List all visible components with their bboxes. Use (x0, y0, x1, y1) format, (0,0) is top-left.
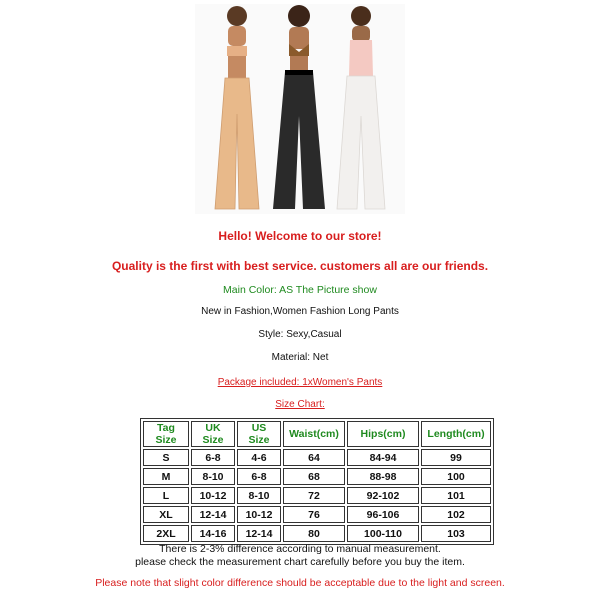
cell-uk: 6-8 (191, 449, 235, 466)
note-check-chart: please check the measurement chart carefully before you buy the item. (135, 556, 465, 568)
table-row (143, 525, 491, 542)
cell-waist: 72 (283, 487, 345, 504)
size-chart-table (140, 418, 494, 545)
cell-waist: 64 (283, 449, 345, 466)
cell-length: 103 (421, 525, 491, 542)
header-uk-size: UK Size (191, 421, 235, 447)
table-row (143, 468, 491, 485)
cell-uk: 12-14 (191, 506, 235, 523)
cell-waist: 76 (283, 506, 345, 523)
cell-hips: 100-110 (347, 525, 419, 542)
header-hips: Hips(cm) (347, 421, 419, 447)
cell-length: 101 (421, 487, 491, 504)
cell-hips: 96-106 (347, 506, 419, 523)
header-tag-size: Tag Size (143, 421, 189, 447)
table-row (143, 449, 491, 466)
cell-uk: 10-12 (191, 487, 235, 504)
material-text: Material: Net (271, 352, 329, 363)
cell-us: 8-10 (237, 487, 281, 504)
model-white (337, 6, 385, 209)
cell-tag: M (143, 468, 189, 485)
cell-waist: 68 (283, 468, 345, 485)
table-row (143, 506, 491, 523)
header-us-size: US Size (237, 421, 281, 447)
table-row (143, 487, 491, 504)
model-beige (215, 6, 259, 209)
cell-length: 99 (421, 449, 491, 466)
table-header-row (143, 421, 491, 447)
header-length: Length(cm) (421, 421, 491, 447)
cell-hips: 88-98 (347, 468, 419, 485)
new-in-text: New in Fashion,Women Fashion Long Pants (201, 306, 399, 317)
package-text: Package included: 1xWomen's Pants (217, 377, 383, 388)
cell-uk: 8-10 (191, 468, 235, 485)
size-chart-heading: Size Chart: (275, 399, 325, 410)
cell-tag: XL (143, 506, 189, 523)
welcome-text: Hello! Welcome to our store! (218, 229, 382, 243)
cell-length: 100 (421, 468, 491, 485)
cell-us: 6-8 (237, 468, 281, 485)
note-color-difference: Please note that slight color difference should be acceptable due to the light and screen. (95, 577, 505, 589)
cell-us: 4-6 (237, 449, 281, 466)
cell-hips: 84-94 (347, 449, 419, 466)
cell-us: 10-12 (237, 506, 281, 523)
cell-us: 12-14 (237, 525, 281, 542)
cell-uk: 14-16 (191, 525, 235, 542)
cell-waist: 80 (283, 525, 345, 542)
main-color-text: Main Color: AS The Picture show (223, 284, 377, 296)
quality-text: Quality is the first with best service. customers all are our friends. (111, 259, 489, 273)
header-waist: Waist(cm) (283, 421, 345, 447)
cell-hips: 92-102 (347, 487, 419, 504)
cell-tag: L (143, 487, 189, 504)
note-difference: There is 2-3% difference according to manual measurement. (159, 543, 441, 555)
cell-length: 102 (421, 506, 491, 523)
model-black (273, 5, 325, 209)
cell-tag: 2XL (143, 525, 189, 542)
cell-tag: S (143, 449, 189, 466)
product-photo (195, 4, 405, 214)
style-text: Style: Sexy,Casual (258, 329, 342, 340)
